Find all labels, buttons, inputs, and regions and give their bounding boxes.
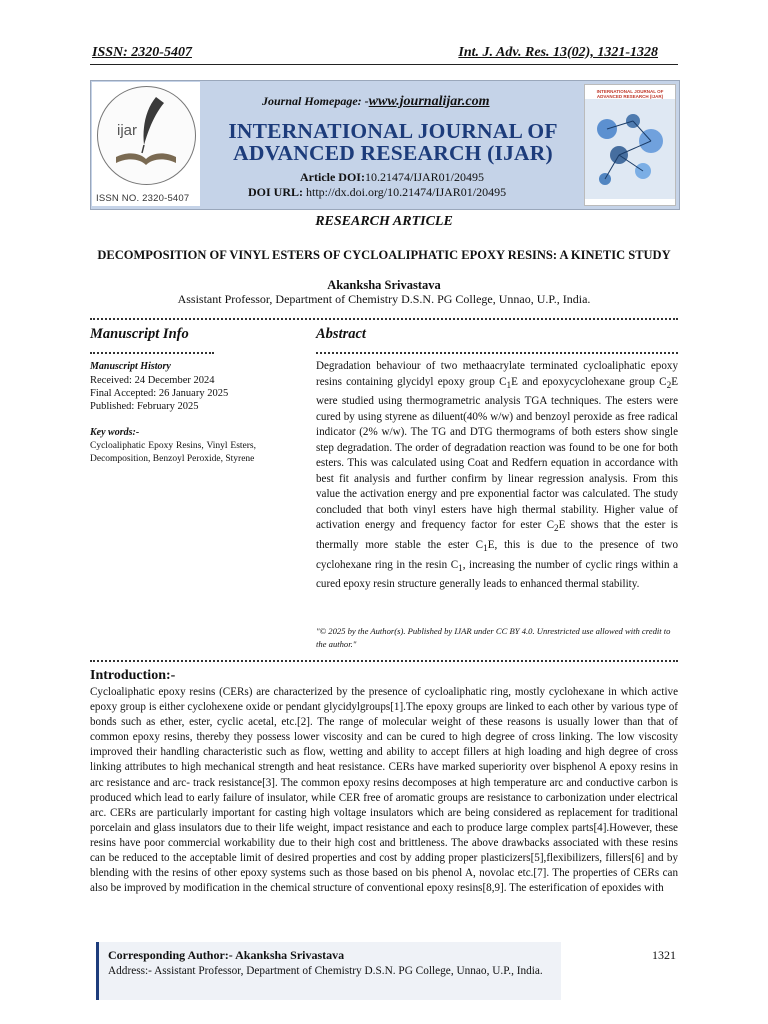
- abstract-heading: Abstract: [316, 326, 366, 342]
- doi-url-link[interactable]: http://dx.doi.org/10.21474/IJAR01/20495: [306, 185, 507, 199]
- article-type: RESEARCH ARTICLE: [315, 214, 453, 229]
- cover-title-line-1: INTERNATIONAL JOURNAL OF: [596, 89, 664, 94]
- abstract-text: Degradation behaviour of two methaacrylate terminated cycloaliphatic epoxy resins containing glycidyl epoxy group $C_1E$ and epoxycyclohexane group $C_2E$ were studied using thermogrametric analysis TGA techniques. The esters were cured by using styrene as diluent(40% w/w) and benzoyl peroxide as free radical indicator (2% w/w). The TG and DTG thermograms of both esters show single step degradation. The order of degradation reaction was found to be one for both esters. This was calculated using Coat and Redfern equation in accordance with best fit analysis and further confirm by linear regression analysis. From this value the activation energy and pre exponential factor was calculated. The study concluded that both vinyl esters have high thermal stability. Higher value of activation energy and frequency factor for ester $C_2E$ shows that the ester is thermally more stable the ester $C_1E$, this is due to the presence of two cyclohexane ring in the resin $C_1$, increasing the number of cyclic rings within a cured epoxy resin structure generally leads to enhanced thermal stability.: [316, 360, 678, 591]
- cover-art-image: [585, 99, 675, 199]
- license-note: "© 2025 by the Author(s). Published by IJAR under CC BY 4.0. Unrestricted use allowed with credit to the author.": [316, 626, 671, 649]
- section-divider: [90, 318, 678, 320]
- logo-issn: ISSN NO. 2320-5407: [96, 193, 190, 204]
- journal-title-line-1: INTERNATIONAL JOURNAL OF: [228, 119, 558, 143]
- author-affiliation: Assistant Professor, Department of Chemistry D.S.N. PG College, Unnao, U.P., India.: [177, 292, 591, 306]
- quill-book-icon: [98, 87, 195, 184]
- page-number: 1321: [652, 948, 676, 962]
- journal-homepage: [262, 94, 490, 110]
- doi-value: 10.21474/IJAR01/20495: [364, 170, 484, 184]
- manuscript-history: [90, 374, 228, 413]
- accepted-date: Final Accepted: 26 January 2025: [90, 388, 229, 399]
- homepage-label: Journal Homepage: -: [262, 94, 369, 108]
- introduction-heading: Introduction:-: [90, 668, 176, 683]
- keywords: Cycloaliphatic Epoxy Resins, Vinyl Esters, Decomposition, Benzoyl Peroxide, Styrene: [90, 441, 256, 464]
- article-title: DECOMPOSITION OF VINYL ESTERS OF CYCLOALIPHATIC EPOXY RESINS: A KINETIC STUDY: [97, 248, 671, 262]
- issn-header: ISSN: 2320-5407: [92, 45, 192, 60]
- doi-label: Article DOI:: [300, 170, 365, 184]
- citation-header: Int. J. Adv. Res. 13(02), 1321-1328: [458, 45, 658, 60]
- homepage-link[interactable]: www.journalijar.com: [368, 94, 490, 109]
- journal-title-line-2: ADVANCED RESEARCH (IJAR): [233, 141, 553, 165]
- abstract-divider: [316, 352, 678, 354]
- manuscript-divider: [90, 352, 214, 354]
- manuscript-info-heading: Manuscript Info: [90, 326, 189, 342]
- author-name: Akanksha Srivastava: [327, 278, 441, 292]
- corresponding-address: Address:- Assistant Professor, Department of Chemistry D.S.N. PG College, Unnao, U.P., India.: [108, 965, 543, 977]
- journal-cover-thumbnail: [584, 84, 676, 206]
- corresponding-author: Corresponding Author:- Akanksha Srivastava: [108, 948, 345, 962]
- journal-title: [215, 120, 571, 164]
- keywords-heading: Key words:-: [90, 427, 140, 438]
- published-date: Published: February 2025: [90, 401, 199, 412]
- cover-title-line-2: ADVANCED RESEARCH (IJAR): [596, 94, 664, 99]
- doi-url: [248, 185, 506, 200]
- logo-text: ijar: [117, 122, 138, 139]
- doi-url-label: DOI URL:: [248, 185, 304, 199]
- received-date: Received: 24 December 2024: [90, 375, 215, 386]
- article-doi: [300, 170, 484, 185]
- header-rule: [90, 64, 678, 65]
- cover-title: [585, 89, 675, 99]
- intro-divider: [90, 660, 678, 662]
- introduction-text: Cycloaliphatic epoxy resins (CERs) are characterized by the presence of cycloaliphatic ring, mostly cyclohexane in which active epoxy group is either cyclohexene oxide or pendant glycidylgroups[1].The epoxy groups are linked to each other by various type of bonds such as ether, ester, cyclic acetal, etc.[2]. The range of molecular weight of these reasons is usually lower than that of common epoxy resins, thereby they possess lower viscosity and can be cured to high degree of cross linking. The low viscosity improved their handling characteristic such as flow, wetting and ability to accept fillers at high loading and high degree of cross linking attributes to high mechanical strength and heat resistance. CERs have marked superiority over bisphenol A epoxy resins in arc resistance and arc- track resistance[3]. The common epoxy resins decomposes at high temperature arc and conductive carbon is produced which lead to early failure of insulator, while CER free of aromatic groups are resistance to carbonization under electrical arc. CERs are particularly important for casting high voltage insulators which are being considered as replacement for traditional porcelain and glass insulators due to their life weight, impact resistance and each to produce large complex parts[4].However, these resins have poor commercial workability due to their high cost and brittleness. The above drawbacks associated with these resins can be reduced to the acceptable limit of desired properties and cost by adding proper plasticizers[5],flexibilizers, fillers[6] and by blending with the resins of other epoxy systems such as those based on bis phenol A, novolac etc.[7]. The properties of CERs can also be improved by modification in the chemical structure of conventional epoxy resins[8,9]. The esterification of epoxides with: [90, 686, 678, 895]
- journal-logo: [97, 86, 196, 185]
- manuscript-history-heading: Manuscript History: [90, 361, 171, 372]
